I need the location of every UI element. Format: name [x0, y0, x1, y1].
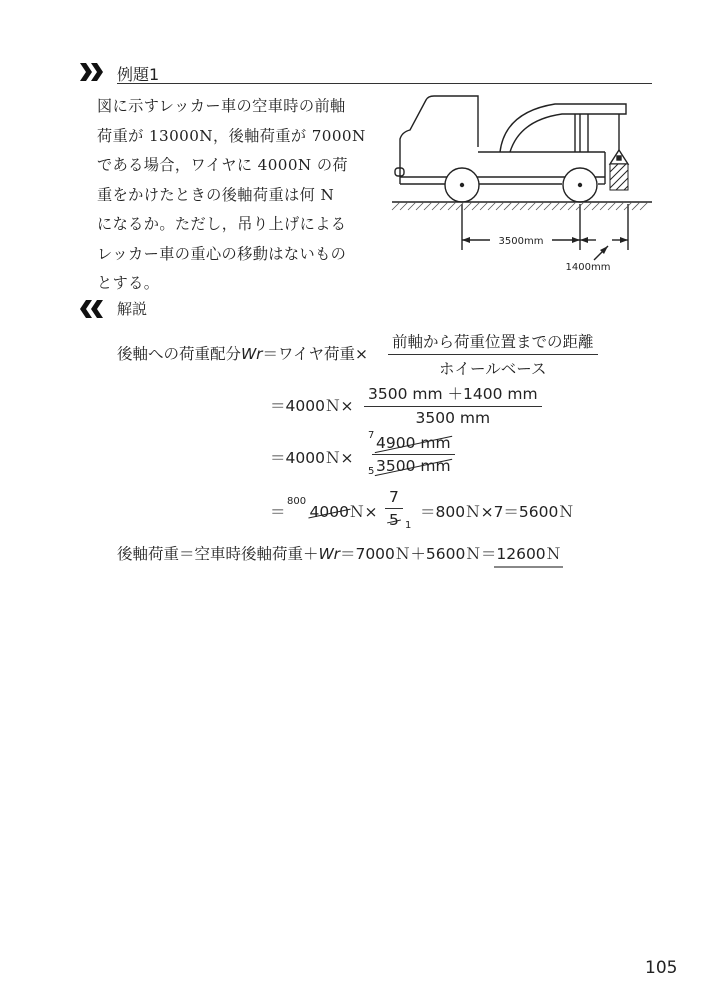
struck-value: 4000: [309, 503, 349, 521]
fraction-numerator: 前軸から荷重位置までの距離: [388, 330, 598, 355]
solution-line-1: [117, 342, 368, 364]
fraction-numerator: [372, 434, 455, 455]
eq-text: ＝800Ｎ×7＝5600Ｎ: [420, 503, 574, 521]
eq-text: 後軸への荷重配分: [117, 345, 242, 363]
cancel-superscript: 7: [368, 430, 375, 441]
cancel-superscript: 800: [287, 496, 307, 507]
double-chevron-left-icon: [80, 300, 104, 318]
double-chevron-right-icon: [80, 63, 104, 81]
dim-overhang-label: 1400mm: [565, 262, 611, 273]
eq-text: 後軸荷重＝空車時後軸荷重＋: [117, 545, 319, 563]
eq-var: Wr: [241, 345, 263, 363]
fraction-numerator: 7: [385, 488, 403, 509]
example-title: 例題1: [117, 65, 160, 84]
example-heading: [80, 62, 652, 84]
dim-wheelbase-label: 3500mm: [498, 236, 544, 247]
problem-line: 図に示すレッカー車の空車時の前軸: [97, 97, 346, 115]
eq-text: ＝: [270, 503, 286, 521]
fraction-1: [388, 330, 598, 379]
solution-title: 解説: [117, 300, 148, 318]
fraction-2: [364, 382, 542, 427]
eq-text: ＝7000Ｎ＋5600Ｎ＝: [339, 545, 497, 563]
eq-text: ＝ワイヤ荷重×: [262, 345, 368, 363]
heading-rule: [117, 83, 652, 84]
cancel-subscript: 5: [368, 466, 375, 477]
eq-var: Wr: [318, 545, 340, 563]
struck-value: 5: [389, 511, 399, 529]
solution-line-2: [270, 394, 353, 416]
page-number: 105: [645, 958, 678, 978]
problem-line: とする。: [97, 274, 160, 292]
fraction-4: [385, 488, 403, 529]
eq-text: ＝4000Ｎ×: [270, 449, 354, 467]
fraction-numerator: 3500 mm ＋1400 mm: [364, 382, 542, 407]
fraction-denominator: [385, 509, 403, 529]
eq-text: ＝4000Ｎ×: [270, 397, 354, 415]
fraction-denominator: ホイールベース: [439, 360, 547, 378]
crane-boom: [500, 104, 626, 152]
fraction-3: [372, 434, 455, 475]
problem-line: 重をかけたときの後軸荷重は何 N: [97, 185, 335, 204]
problem-text: [97, 92, 367, 299]
cancel-subscript: 1: [405, 520, 412, 531]
solution-line-4-rhs: [420, 500, 574, 522]
struck-value: 4900 mm: [376, 434, 451, 452]
fraction-denominator: [372, 455, 455, 475]
problem-line: になるか。ただし，吊り上げによる: [97, 215, 347, 233]
cab-outline: [400, 96, 478, 177]
struck-value: 3500 mm: [376, 457, 451, 475]
problem-line: 荷重が 13000N，後軸荷重が 7000N: [97, 126, 366, 145]
problem-line: レッカー車の重心の移動はないもの: [97, 244, 347, 263]
problem-line: である場合，ワイヤに 4000N の荷: [97, 156, 348, 174]
final-answer: 12600Ｎ: [496, 542, 561, 564]
fraction-denominator: 3500 mm: [415, 409, 491, 427]
solution-line-3: [270, 446, 353, 468]
tow-truck-figure: [390, 92, 655, 282]
solution-line-5: [117, 542, 561, 564]
eq-text: Ｎ×: [348, 503, 378, 521]
